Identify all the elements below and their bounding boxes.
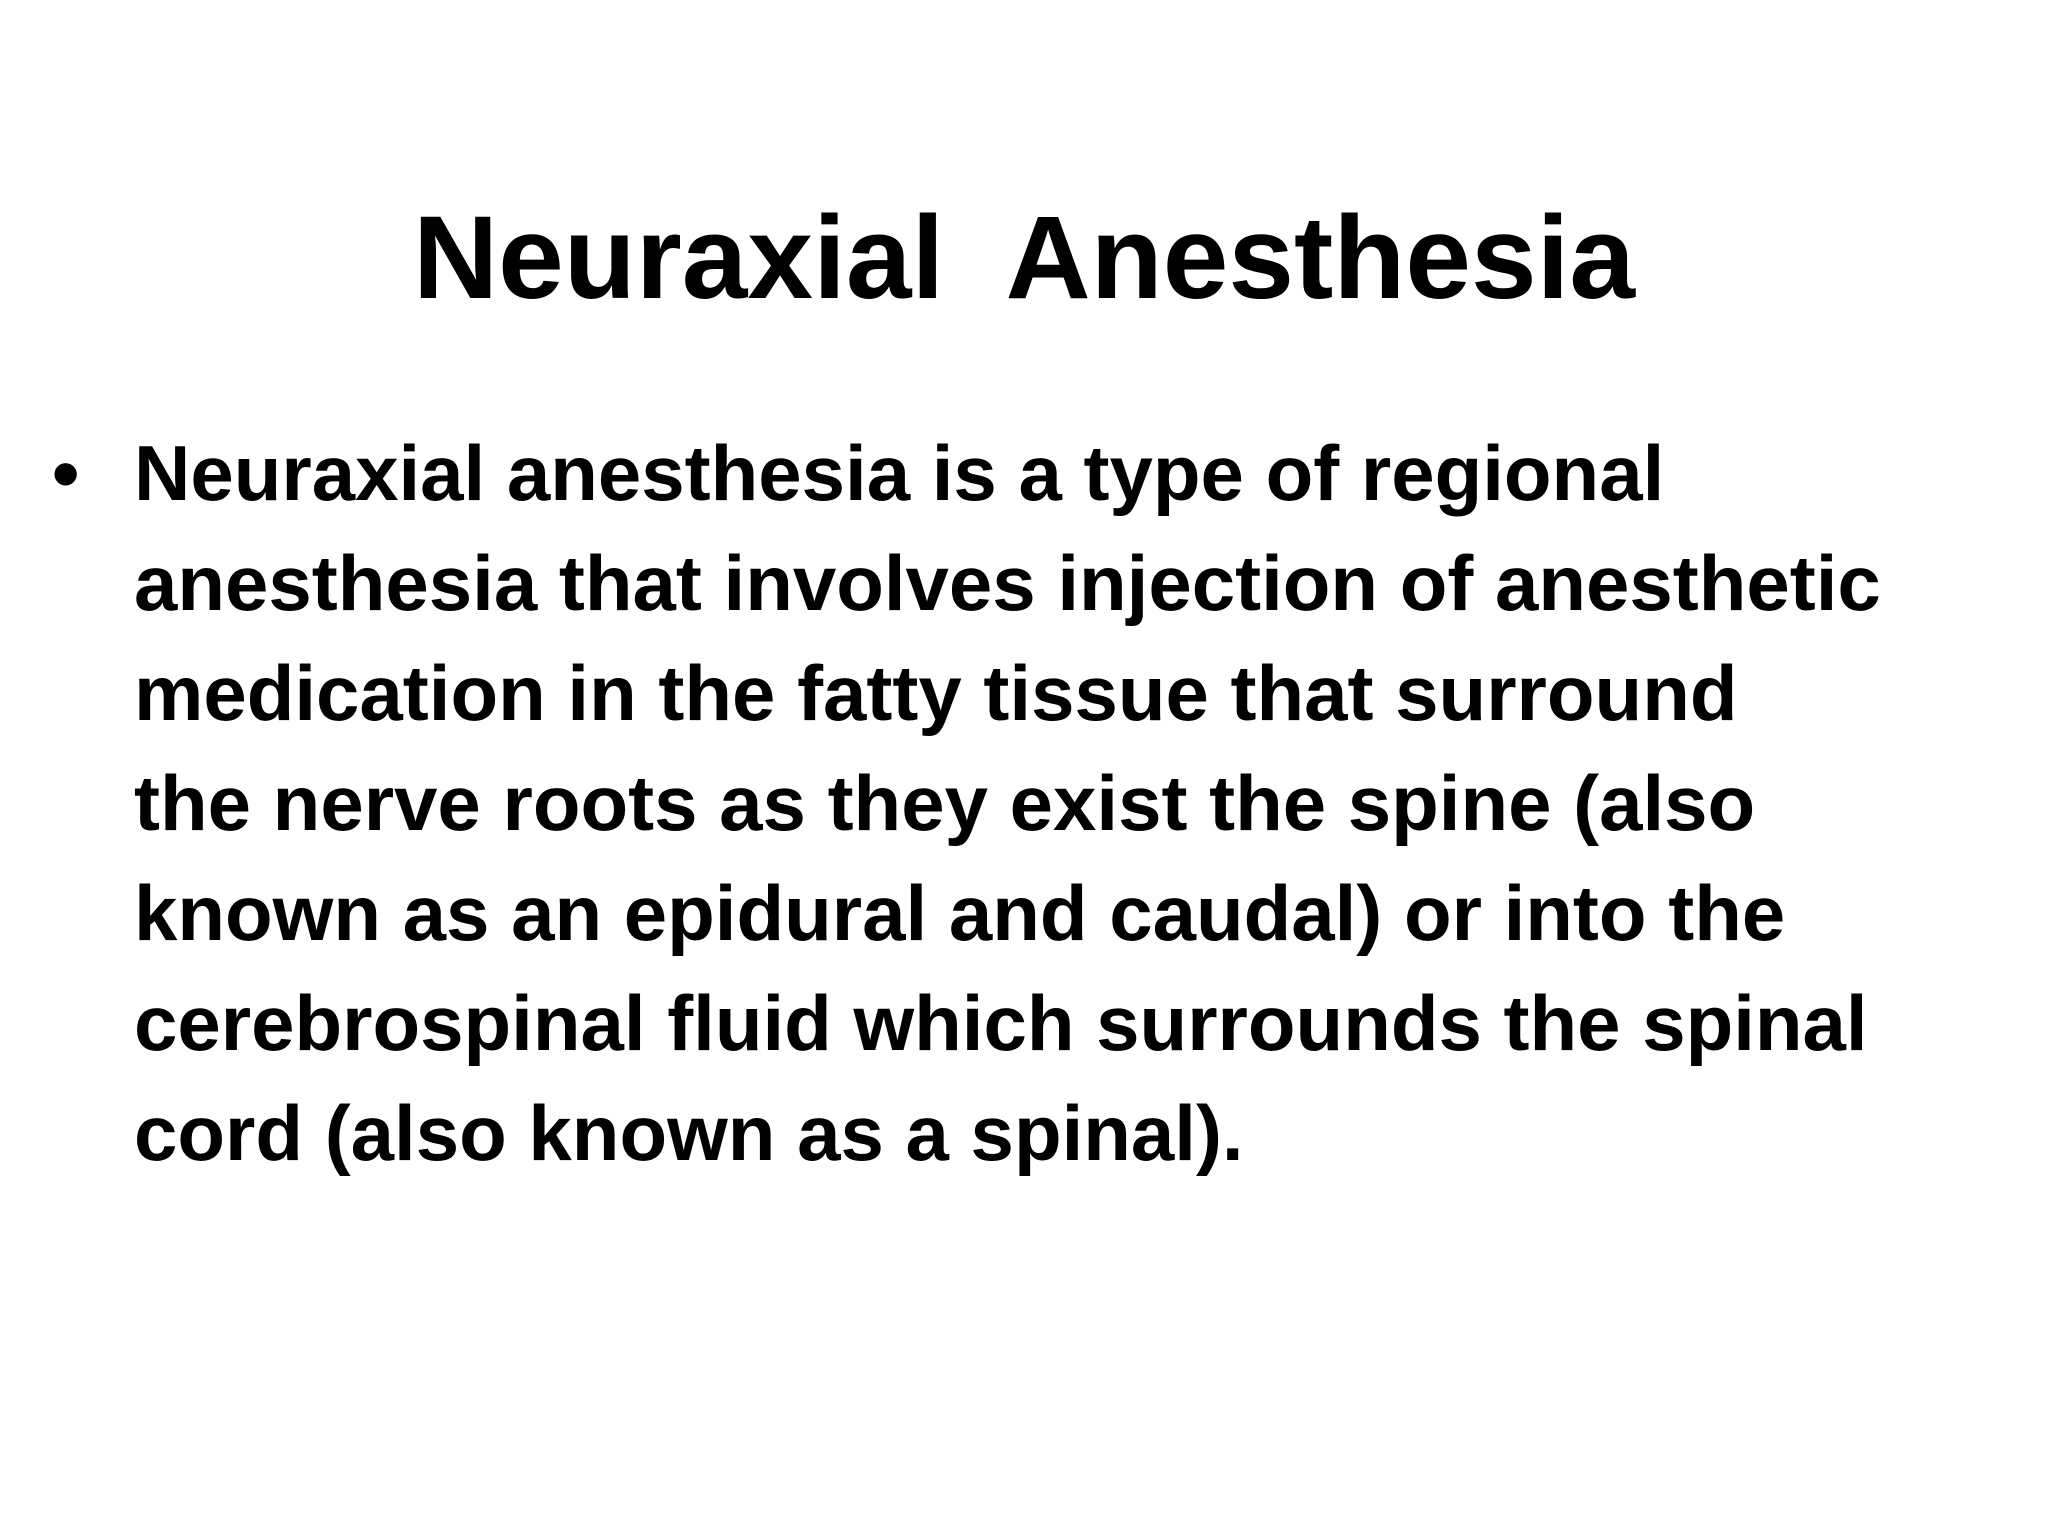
bullet-text-line: medication in the fatty tissue that surround [134, 649, 1738, 737]
bullet-text-line: Neuraxial anesthesia is a type of regional [134, 429, 1665, 517]
bullet-text-line: anesthesia that involves injection of anesthetic [134, 539, 1881, 627]
bullet-list [52, 418, 1972, 1188]
bullet-text-line: known as an epidural and caudal) or into the [134, 869, 1786, 957]
bullet-item [52, 418, 1972, 1188]
bullet-point-icon: • [52, 429, 80, 517]
bullet-text-line: cord (also known as a spinal). [134, 1089, 1244, 1177]
bullet-text-line: cerebrospinal fluid which surrounds the spinal [134, 979, 1868, 1067]
slide-title: Neuraxial Anesthesia [412, 192, 1636, 324]
bullet-text-line: the nerve roots as they exist the spine (also [134, 759, 1756, 847]
